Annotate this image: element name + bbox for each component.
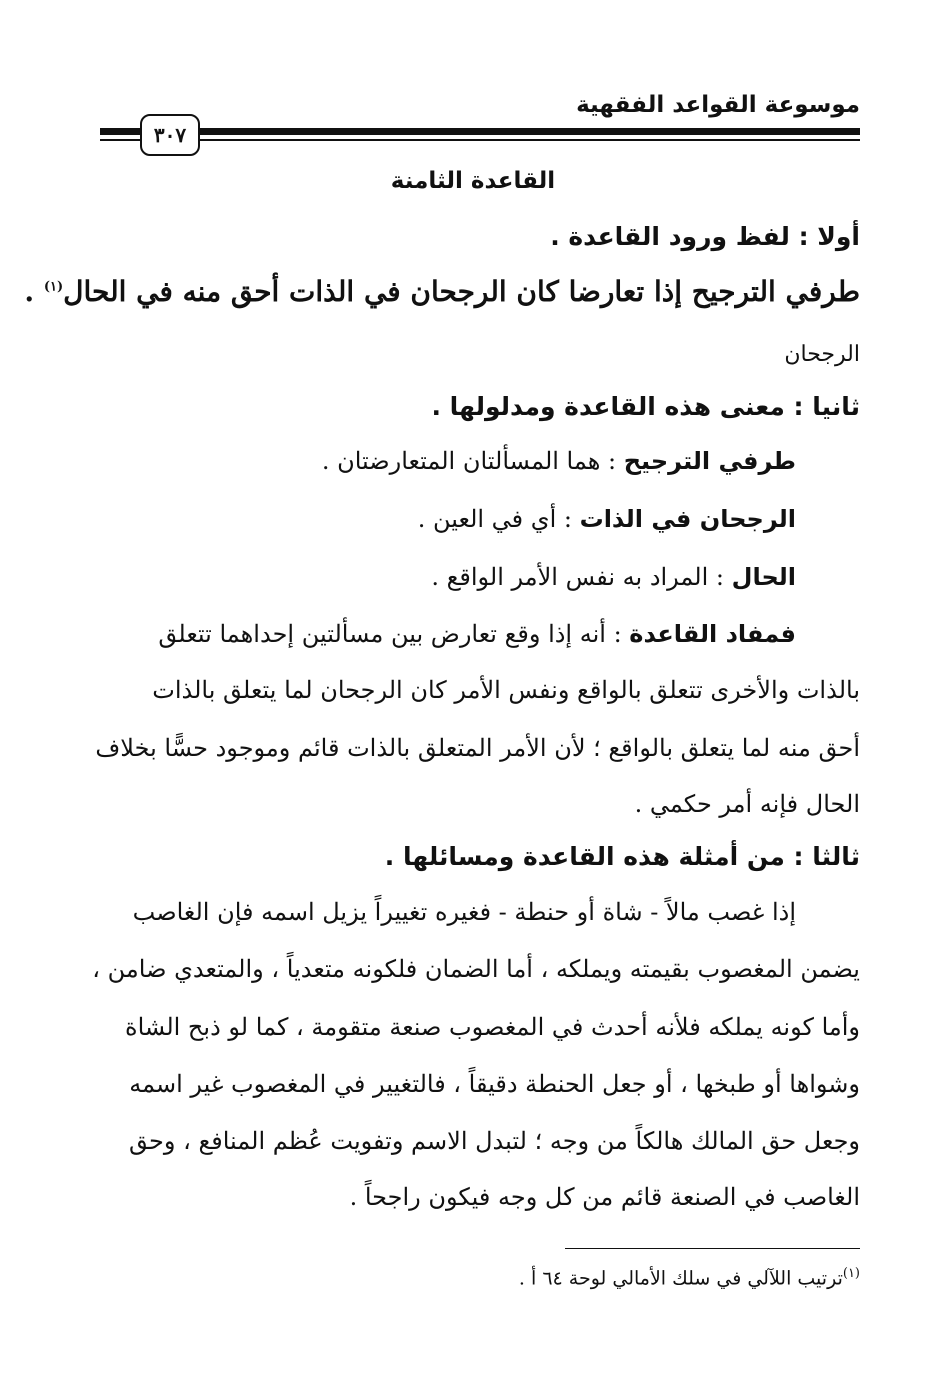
footnote-text: ترتيب اللآلي في سلك الأمالي لوحة ٦٤ أ . — [518, 1267, 843, 1290]
footnote-rule — [565, 1248, 860, 1249]
running-header: موسوعة القواعد الفقهية — [576, 92, 860, 118]
section-title: القاعدة الثامنة — [390, 168, 556, 194]
example-line: وجعل حق المالك هالكاً من وجه ؛ لتبدل الاسم وتفويت عُظم المنافع ، وحق — [129, 1127, 860, 1155]
definition-text: : المراد به نفس الأمر الواقع . — [431, 563, 732, 591]
rule-statement — [24, 275, 860, 308]
footnote-ref[interactable]: (١) — [43, 279, 64, 295]
meaning-line — [100, 620, 796, 648]
side-note: الرجحان — [784, 342, 860, 367]
definition-term: الرجحان في الذات — [579, 505, 796, 533]
definition-term: الحال — [731, 563, 796, 591]
example-line: وأما كونه يملكه فلأنه أحدث في المغصوب صنعة متقومة ، كما لو ذبح الشاة — [125, 1013, 860, 1041]
example-line: وشواها أو طبخها ، أو جعل الحنطة دقيقاً ، فالتغيير في المغصوب غير اسمه — [129, 1070, 860, 1098]
meaning-line: بالذات والأخرى تتعلق بالواقع ونفس الأمر كان الرجحان لما يتعلق بالذات — [152, 676, 860, 704]
example-line: إذا غصب مالاً - شاة أو حنطة - فغيره تغييراً يزيل اسمه فإن الغاصب — [132, 898, 796, 926]
footnote-marker: (١) — [842, 1266, 860, 1281]
heading-rule-meaning: ثانيا : معنى هذه القاعدة ومدلولها . — [431, 392, 860, 421]
meaning-line: أحق منه لما يتعلق بالواقع ؛ لأن الأمر المتعلق بالذات قائم وموجود حسًّا بخلاف — [95, 734, 860, 762]
definition-item — [100, 505, 796, 533]
footnote — [519, 1266, 860, 1289]
definition-term: طرفي الترجيح — [623, 447, 796, 475]
example-line: الغاصب في الصنعة قائم من كل وجه فيكون راجحاً . — [349, 1183, 860, 1211]
definition-text: : هما المسألتان المتعارضتان . — [321, 447, 624, 475]
definition-item — [100, 447, 796, 475]
heading-examples: ثالثا : من أمثلة هذه القاعدة ومسائلها . — [384, 842, 860, 871]
header-rule-thick — [100, 128, 860, 135]
meaning-term: فمفاد القاعدة — [629, 620, 796, 648]
rule-text: طرفي الترجيح إذا تعارضا كان الرجحان في الذات أحق منه في الحال — [63, 275, 860, 308]
page-number: ٣٠٧ — [140, 114, 200, 156]
meaning-text: : أنه إذا وقع تعارض بين مسألتين إحداهما تتعلق — [158, 620, 630, 648]
heading-rule-wording: أولا : لفظ ورود القاعدة . — [550, 222, 860, 251]
definition-text: : أي في العين . — [417, 505, 580, 533]
example-line: يضمن المغصوب بقيمته ويملكه ، أما الضمان فلكونه متعدياً ، والمتعدي ضامن ، — [92, 955, 860, 983]
rule-end: . — [24, 275, 44, 308]
definition-item — [100, 563, 796, 591]
header-rule-thin — [100, 139, 860, 141]
meaning-line: الحال فإنه أمر حكمي . — [634, 790, 860, 818]
